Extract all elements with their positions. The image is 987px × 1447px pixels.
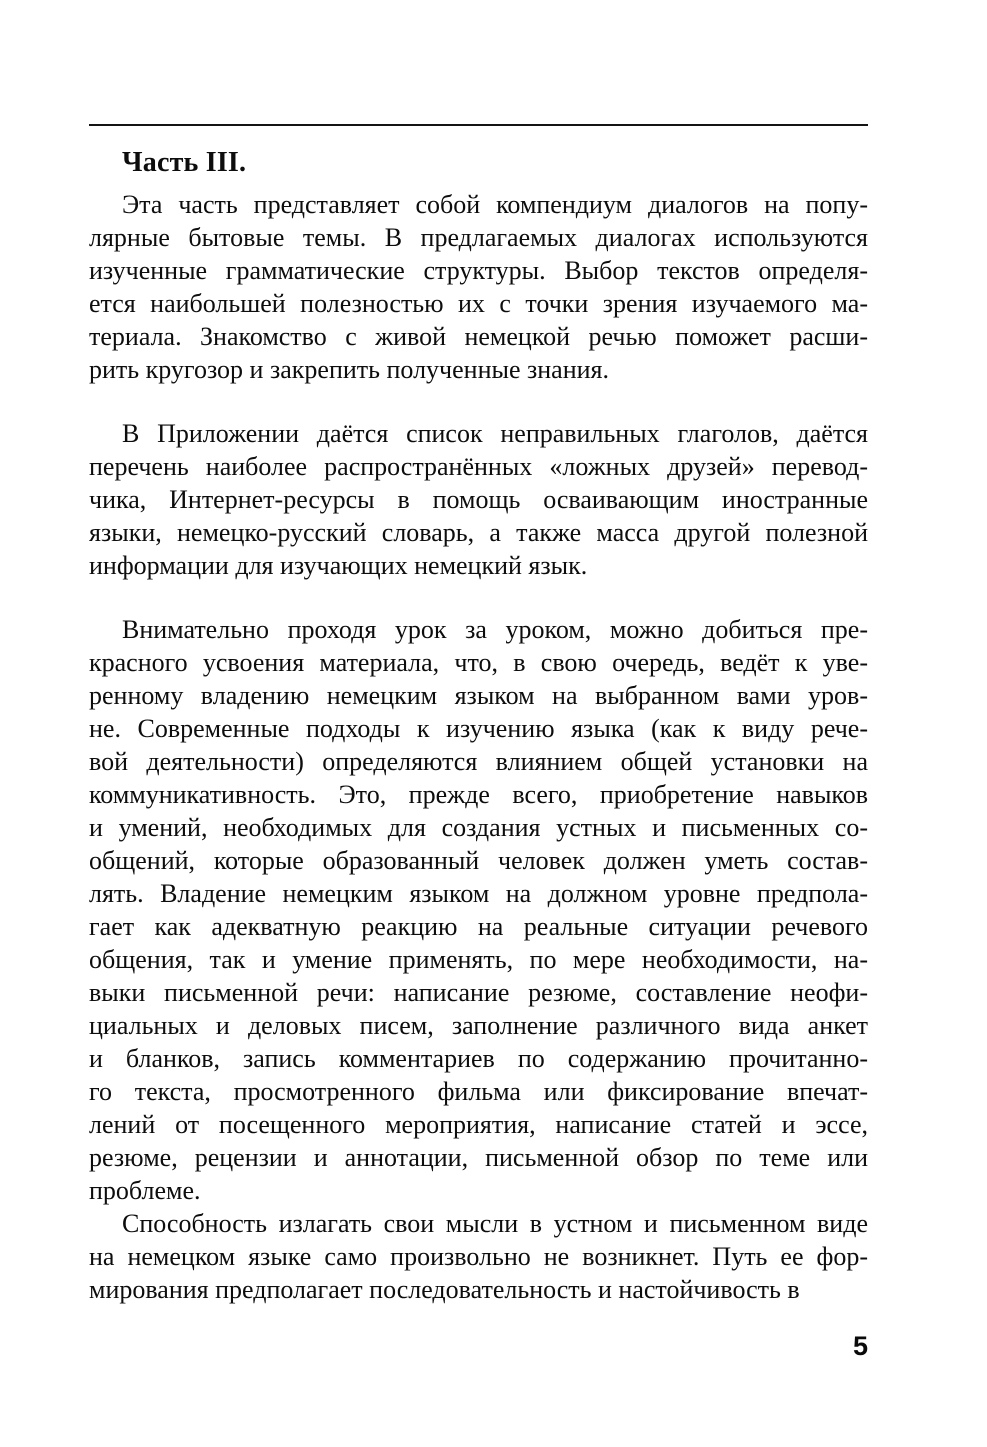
text-line: коммуникативность. Это, прежде всего, приобретение навыков [89, 780, 868, 809]
text-line: проблеме. [89, 1176, 201, 1205]
text-line: общений, которые образованный человек должен уметь состав- [89, 846, 868, 875]
text-line: ется наибольшей полезностью их с точки зрения изучаемого ма- [89, 289, 868, 318]
text-line: перечень наиболее распространённых «ложных друзей» перевод- [89, 452, 868, 481]
text-line: на немецком языке само произвольно не возникнет. Путь ее фор- [89, 1242, 868, 1271]
text-line: красного усвоения материала, что, в свою очередь, ведёт к уве- [89, 648, 868, 677]
paragraph [89, 613, 868, 1207]
body-text [89, 188, 868, 1306]
text-line: резюме, рецензии и аннотации, письменной обзор по теме или [89, 1143, 868, 1172]
text-line: языки, немецко-русский словарь, а также масса другой полезной [89, 518, 868, 547]
paragraph [89, 188, 868, 386]
text-line: Способность излагать свои мысли в устном и письменном виде [122, 1209, 868, 1238]
paragraph [89, 417, 868, 582]
text-line: Эта часть представляет собой компендиум диалогов на попу- [122, 190, 868, 219]
text-line: рить кругозор и закрепить полученные знания. [89, 355, 610, 384]
text-line: изученные грамматические структуры. Выбор текстов определя- [89, 256, 868, 285]
text-block [89, 146, 868, 1306]
text-line: общения, так и умение применять, по мере необходимости, на- [89, 945, 868, 974]
text-line: Внимательно проходя урок за уроком, можно добиться пре- [122, 615, 868, 644]
text-line: информации для изучающих немецкий язык. [89, 551, 588, 580]
text-line: го текста, просмотренного фильма или фиксирование впечат- [89, 1077, 868, 1106]
page-number: 5 [852, 1331, 868, 1361]
section-heading: Часть III. [122, 147, 247, 178]
text-line: гает как адекватную реакцию на реальные ситуации речевого [89, 912, 868, 941]
top-rule [89, 124, 868, 126]
text-line: териала. Знакомство с живой немецкой речью поможет расши- [89, 322, 868, 351]
text-line: и умений, необходимых для создания устных и письменных со- [89, 813, 868, 842]
text-line: циальных и деловых писем, заполнение различного вида анкет [89, 1011, 868, 1040]
text-line: не. Современные подходы к изучению языка (как к виду рече- [89, 714, 868, 743]
text-line: В Приложении даётся список неправильных глаголов, даётся [122, 419, 868, 448]
text-line: лений от посещенного мероприятия, написание статей и эссе, [89, 1110, 868, 1139]
paragraph [89, 1207, 868, 1306]
text-line: мирования предполагает последовательность и настойчивость в [89, 1275, 800, 1304]
text-line: вой деятельности) определяются влиянием общей установки на [89, 747, 868, 776]
text-line: выки письменной речи: написание резюме, составление неофи- [89, 978, 868, 1007]
text-line: чика, Интернет-ресурсы в помощь осваивающим иностранные [89, 485, 868, 514]
text-line: ренному владению немецким языком на выбранном вами уров- [89, 681, 868, 710]
text-line: лярные бытовые темы. В предлагаемых диалогах используются [89, 223, 868, 252]
text-line: лять. Владение немецким языком на должном уровне предпола- [89, 879, 868, 908]
text-line: и бланков, запись комментариев по содержанию прочитанно- [89, 1044, 868, 1073]
